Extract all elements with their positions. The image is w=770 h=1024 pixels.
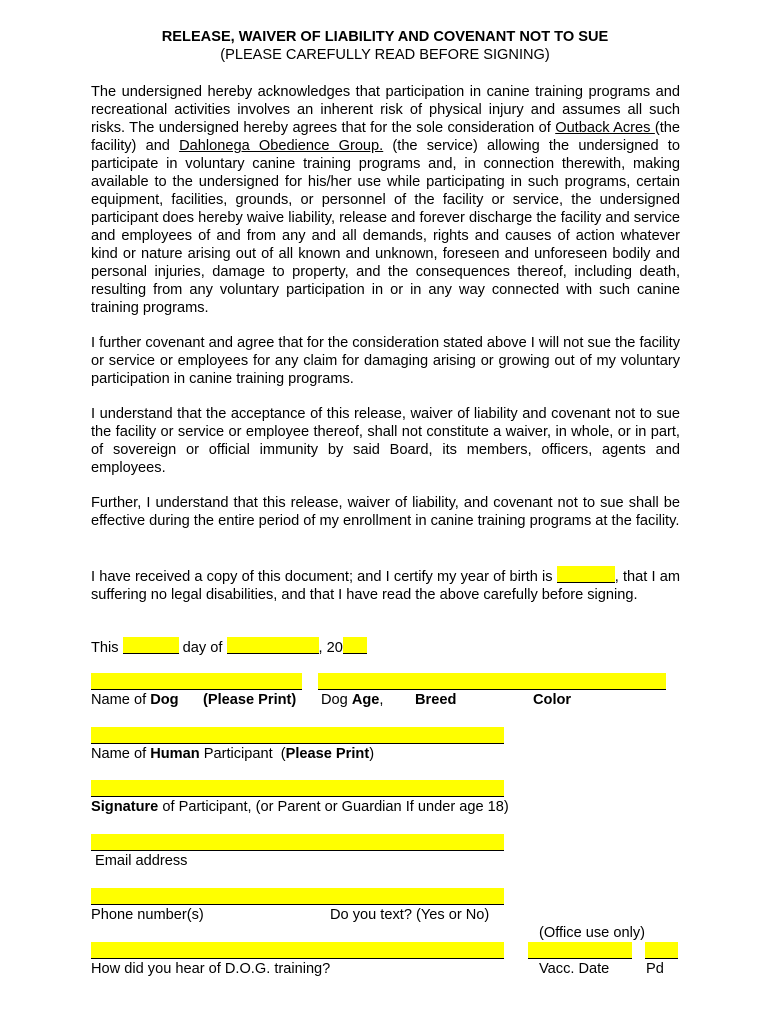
text-question-label: Do you text? (Yes or No) xyxy=(330,907,490,923)
paragraph-certify xyxy=(91,566,680,604)
date-day-of-label: day of xyxy=(178,640,227,656)
dog-name-label xyxy=(91,691,179,709)
document-subtitle: (PLEASE CAREFULLY READ BEFORE SIGNING) xyxy=(220,47,550,63)
human-please-print: Please Print xyxy=(285,746,370,762)
paragraph-release xyxy=(91,83,680,317)
dog-age-breed-color-field[interactable] xyxy=(318,673,666,690)
human-name-field[interactable] xyxy=(91,727,504,744)
date-year-prefix: , 20 xyxy=(318,640,343,656)
p5-text-b: , that I am suffering no legal disabilities, and that I have read the above carefully before signing. xyxy=(91,569,680,603)
human-name-label xyxy=(91,745,374,763)
p5-text-a: I have received a copy of this document; and I certify my year of birth is xyxy=(91,569,557,585)
paragraph-enrollment: Further, I understand that this release, waiver of liability, and covenant not to sue shall be effective during the entire period of my enrollment in canine training programs at the facility. xyxy=(91,495,680,529)
dog-word: Dog xyxy=(321,692,352,708)
service-name: Dahlonega Obedience Group. xyxy=(179,138,384,154)
human-paren-open: ( xyxy=(280,746,286,762)
signature-field[interactable] xyxy=(91,780,504,797)
color-label xyxy=(533,691,571,709)
day-field[interactable] xyxy=(123,637,179,654)
dog-please-print-text: (Please Print) xyxy=(203,692,297,708)
paragraph-immunity: I understand that the acceptance of this release, waiver of liability and covenant not to sue the facility or service or employee thereof, shall not constitute a waiver, in whole, or in part, of sovereign or official immunity by said Board, its members, officers, agents and employees. xyxy=(91,406,680,476)
dog-age-label xyxy=(321,691,383,709)
vacc-date-label: Vacc. Date xyxy=(539,961,610,977)
email-label: Email address xyxy=(95,853,188,869)
birth-year-field[interactable] xyxy=(557,566,615,583)
facility-name: Outback Acres xyxy=(555,120,655,136)
human-participant: Participant xyxy=(199,746,277,762)
color-bold: Color xyxy=(533,692,572,708)
human-paren-close: ) xyxy=(369,746,375,762)
human-bold: Human xyxy=(150,746,200,762)
p1-text-a: The undersigned hereby acknowledges that participation in canine training programs and recreational activities involves an inherent risk of physical injury and assumes all such risks. The undersigned hereby agrees that for the sole consideration of xyxy=(91,84,680,136)
month-field[interactable] xyxy=(227,637,319,654)
signature-bold: Signature xyxy=(91,799,159,815)
vacc-date-field[interactable] xyxy=(528,942,632,959)
age-bold: Age xyxy=(351,692,380,708)
dog-name-of: Name of xyxy=(91,692,151,708)
year-field[interactable] xyxy=(343,637,367,654)
dog-please-print xyxy=(203,691,296,709)
breed-bold: Breed xyxy=(415,692,457,708)
date-line xyxy=(91,637,367,657)
referral-field[interactable] xyxy=(91,942,504,959)
email-field[interactable] xyxy=(91,834,504,851)
p1-text-c: (the service) allowing the undersigned to participate in voluntary canine training programs and, in connection therewith, making available to the undersigned for his/her use while participating in such programs, certain equipment, facilities, grounds, or personnel of the facility or service, the undersigned participant does hereby waive liability, release and forever discharge the facility and service and employees of and from any and all demands, rights and causes of action whatever kind or nature arising out of all known and unknown, foreseen and unforeseen bodily and personal injuries, damage to property, and the consequences thereof, including death, resulting from any voluntary participation in or in any way connected with such canine training programs. xyxy=(91,138,680,316)
paragraph-covenant: I further covenant and agree that for the consideration stated above I will not sue the facility or service or employees for any claim for damaging arising or growing out of my voluntary participation in canine training programs. xyxy=(91,335,680,387)
phone-field[interactable] xyxy=(91,888,504,905)
human-name-of: Name of xyxy=(91,746,151,762)
signature-rest: of Participant, (or Parent or Guardian If under age 18) xyxy=(158,799,509,815)
p1-text-b: (the facility) and xyxy=(91,120,681,154)
date-this-label: This xyxy=(91,640,123,656)
signature-label xyxy=(91,798,509,816)
phone-label: Phone number(s) xyxy=(91,907,204,923)
document-title: RELEASE, WAIVER OF LIABILITY AND COVENANT NOT TO SUE xyxy=(161,29,609,45)
referral-label: How did you hear of D.O.G. training? xyxy=(91,961,331,977)
age-comma: , xyxy=(379,692,384,708)
breed-label xyxy=(415,691,456,709)
pd-label: Pd xyxy=(646,961,664,977)
office-use-label: (Office use only) xyxy=(539,925,645,941)
dog-bold: Dog xyxy=(150,692,179,708)
pd-field[interactable] xyxy=(645,942,678,959)
dog-name-field[interactable] xyxy=(91,673,302,690)
